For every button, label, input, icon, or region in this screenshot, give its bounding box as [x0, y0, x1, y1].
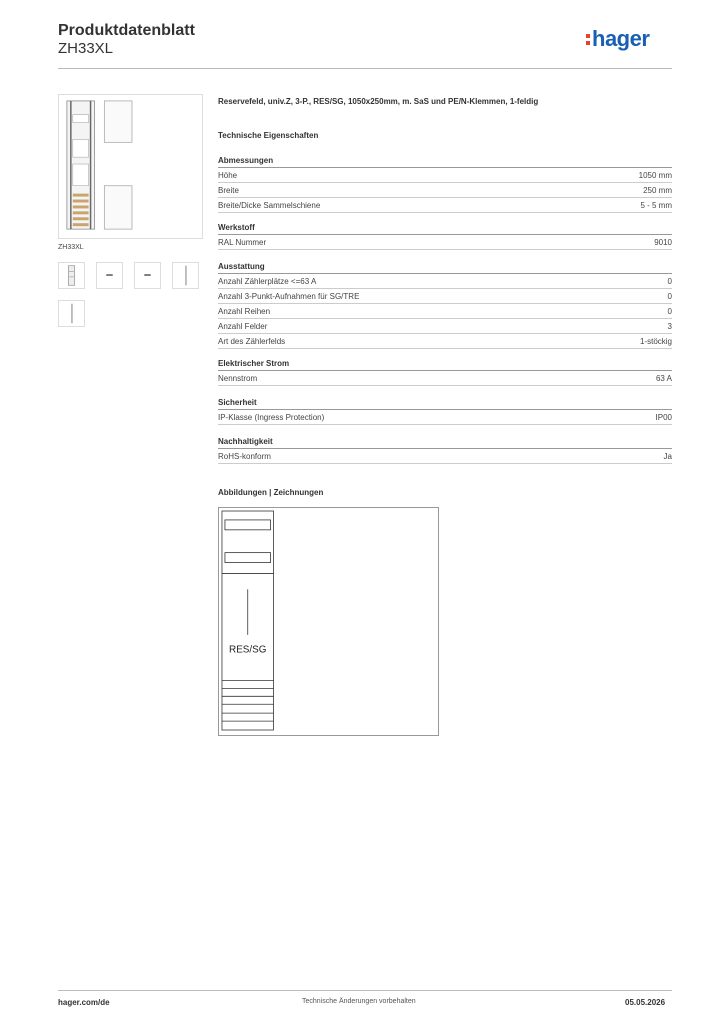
spec-value: 9010: [654, 238, 672, 247]
thumbnail-2[interactable]: [96, 262, 123, 289]
spec-value: IP00: [655, 413, 672, 422]
spec-label: Anzahl 3-Punkt-Aufnahmen für SG/TRE: [218, 292, 360, 301]
spec-section-elektrischer-strom: [218, 357, 672, 386]
logo-dots: [586, 34, 591, 46]
footer-website-link[interactable]: hager.com/de: [58, 998, 110, 1007]
thumbnail-1[interactable]: [58, 262, 85, 289]
drawing-label: RES/SG: [229, 644, 267, 656]
header-divider: [58, 68, 672, 69]
spec-row: [218, 410, 672, 425]
spec-section-abmessungen: [218, 154, 672, 213]
spec-value: 250 mm: [643, 186, 672, 195]
spec-section-nachhaltigkeit: [218, 435, 672, 464]
spec-label: Art des Zählerfelds: [218, 337, 286, 346]
spec-value: 1050 mm: [638, 171, 672, 180]
spec-section-title: Werkstoff: [218, 221, 672, 235]
spec-row: [218, 334, 672, 349]
spec-label: Anzahl Zählerplätze <=63 A: [218, 277, 317, 286]
footer-date: 05.05.2026: [625, 998, 666, 1007]
spec-label: Nennstrom: [218, 374, 258, 383]
footer-divider: [58, 990, 672, 991]
drawings-heading: Abbildungen | Zeichnungen: [218, 488, 324, 497]
spec-label: Höhe: [218, 171, 238, 180]
spec-value: 0: [667, 277, 672, 286]
spec-section-title: Ausstattung: [218, 260, 672, 274]
product-main-image[interactable]: [58, 94, 203, 239]
specs-heading: Technische Eigenschaften: [218, 131, 319, 140]
brand-logo[interactable]: hager: [592, 26, 650, 51]
spec-value: Ja: [663, 452, 672, 461]
product-description: Reservefeld, univ.Z, 3-P., RES/SG, 1050x250mm, m. SaS und PE/N-Klemmen, 1-feldig: [218, 97, 539, 106]
footer-notice: Technische Änderungen vorbehalten: [302, 998, 416, 1005]
spec-label: IP-Klasse (Ingress Protection): [218, 413, 325, 422]
thumbnail-4[interactable]: [172, 262, 199, 289]
spec-label: RAL Nummer: [218, 238, 267, 247]
spec-value: 1-stöckig: [639, 337, 672, 346]
spec-label: Breite: [218, 186, 239, 195]
spec-label: Breite/Dicke Sammelschiene: [218, 201, 321, 210]
spec-value: 0: [667, 292, 672, 301]
spec-row: [218, 235, 672, 250]
technical-drawing[interactable]: [218, 507, 439, 736]
spec-row: [218, 449, 672, 464]
spec-label: RoHS-konform: [218, 452, 271, 461]
page-title: Produktdatenblatt: [58, 22, 195, 39]
spec-value: 63 A: [655, 374, 672, 383]
spec-row: [218, 274, 672, 289]
spec-section-werkstoff: [218, 221, 672, 250]
spec-row: [218, 319, 672, 334]
spec-section-title: Abmessungen: [218, 154, 672, 168]
product-code: ZH33XL: [58, 40, 114, 57]
spec-section-sicherheit: [218, 396, 672, 425]
spec-section-title: Sicherheit: [218, 396, 672, 410]
thumbnail-5[interactable]: [58, 300, 85, 327]
spec-row: [218, 289, 672, 304]
spec-row: [218, 168, 672, 183]
thumbnail-3[interactable]: [134, 262, 161, 289]
spec-value: 3: [667, 322, 672, 331]
spec-value: 0: [667, 307, 672, 316]
spec-section-title: Elektrischer Strom: [218, 357, 672, 371]
spec-row: [218, 371, 672, 386]
spec-row: [218, 198, 672, 213]
spec-row: [218, 304, 672, 319]
spec-section-title: Nachhaltigkeit: [218, 435, 672, 449]
spec-row: [218, 183, 672, 198]
spec-label: Anzahl Reihen: [218, 307, 271, 316]
spec-value: 5 - 5 mm: [640, 201, 672, 210]
product-image-label: ZH33XL: [58, 244, 84, 251]
spec-section-ausstattung: [218, 260, 672, 349]
spec-label: Anzahl Felder: [218, 322, 268, 331]
